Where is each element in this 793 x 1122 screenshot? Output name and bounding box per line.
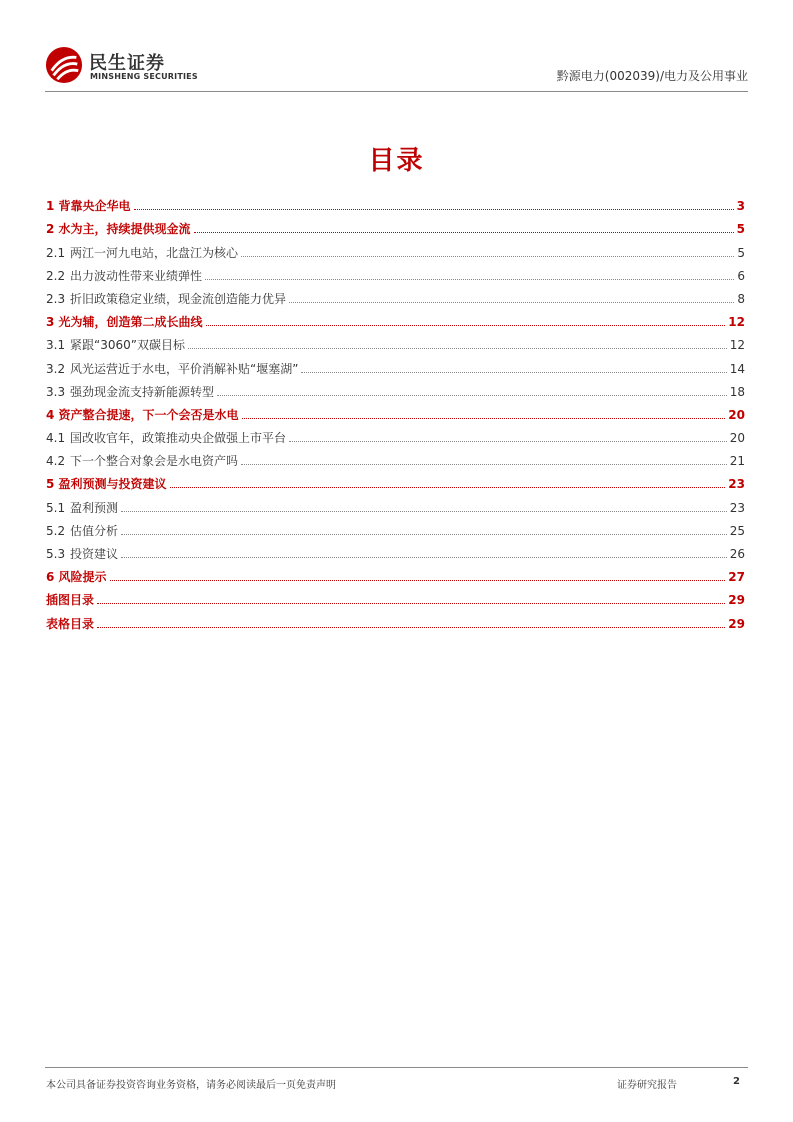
footer-report-type: 证券研究报告 [617,1080,677,1091]
toc-subsection-entry[interactable] [46,260,745,283]
toc-page-number: 23 [729,500,745,515]
toc-dot-leader [170,487,726,488]
toc-entry-label: 1 背靠央企华电 [46,199,131,214]
report-title: 黔源电力(002039)/电力及公用事业 [556,69,748,83]
toc-subsection-entry[interactable] [46,538,745,561]
toc-entry-text: 出力波动性带来业绩弹性 [70,268,203,283]
toc-entry-label [46,524,118,538]
toc-entry-text: 盈利预测 [70,500,119,515]
company-logo [45,44,205,88]
toc-page-number: 29 [728,616,745,631]
toc-entry-label: 3 光为辅，创造第二成长曲线 [46,315,203,330]
toc-entry-label: 4 资产整合提速，下一个会否是水电 [46,407,239,422]
toc-section-entry[interactable] [46,190,745,213]
toc-subsection-entry[interactable] [46,491,745,514]
toc-entry-number: 5.2 [46,523,66,538]
toc-entry-label [46,501,118,515]
toc-page-number: 25 [729,523,745,538]
toc-entry-number: 3.2 [46,361,66,376]
page-number: 2 [733,1076,740,1087]
toc-page-number: 12 [728,315,745,330]
toc-entry-label: 表格目录 [46,616,95,631]
toc-page-number: 26 [729,547,745,561]
toc-dot-leader [121,511,727,512]
toc-dot-leader [206,325,726,326]
toc-entry-number: 3.1 [46,338,66,353]
toc-dot-leader [301,372,726,373]
toc-section-entry[interactable] [46,306,745,329]
toc-entry-text: 两江一河九电站，北盘江为核心 [70,245,239,260]
toc-entry-text: 下一个整合对象会是水电资产吗 [70,454,239,469]
toc-dot-leader [121,534,727,535]
toc-dot-leader [205,279,734,280]
toc-subsection-entry[interactable] [46,329,745,352]
toc-subsection-entry[interactable] [46,376,745,399]
toc-entry-label [46,385,214,399]
toc-section-entry[interactable] [46,213,745,236]
toc-entry-label [46,431,286,445]
toc-entry-number: 2.2 [46,268,66,283]
toc-page-number: 14 [729,361,745,376]
toc-page-number: 23 [728,477,745,492]
toc-dot-leader [110,580,726,581]
toc-dot-leader [134,209,734,210]
toc-subsection-entry[interactable] [46,283,745,306]
toc-entry-number: 2.3 [46,291,66,306]
toc-dot-leader [194,232,734,233]
toc-dot-leader [242,418,726,419]
toc-entry-number: 4.2 [46,454,66,469]
toc-dot-leader [289,302,734,303]
toc-entry-label [46,269,202,283]
toc-page-number: 21 [729,454,745,469]
toc-dot-leader [289,441,727,442]
toc-entry-text: 投资建议 [70,547,119,561]
toc-page-number: 3 [736,199,745,214]
toc-subsection-entry[interactable] [46,236,745,259]
logo-text-en: MINSHENG SECURITIES [90,72,198,81]
toc-subsection-entry[interactable] [46,515,745,538]
minsheng-logo-icon [45,46,83,84]
footer-disclaimer: 本公司具备证券投资咨询业务资格，请务必阅读最后一页免责声明 [46,1080,336,1091]
toc-page-number: 20 [728,407,745,422]
table-of-contents [46,190,745,631]
toc-entry-label [46,338,185,352]
toc-page-number: 5 [737,245,745,260]
toc-section-entry[interactable] [46,468,745,491]
toc-subsection-entry[interactable] [46,422,745,445]
toc-dot-leader [97,627,725,628]
toc-subsection-entry[interactable] [46,445,745,468]
toc-entry-text: 紧跟“3060”双碳目标 [70,338,185,353]
toc-section-entry[interactable] [46,399,745,422]
toc-entry-text: 强劲现金流支持新能源转型 [70,384,215,399]
toc-dot-leader [241,256,734,257]
toc-entry-label: 插图目录 [46,593,95,608]
toc-entry-text: 估值分析 [70,523,119,538]
toc-page-number: 5 [736,222,745,237]
toc-dot-leader [241,464,727,465]
toc-page-number: 18 [729,384,745,399]
toc-subsection-entry[interactable] [46,352,745,375]
toc-entry-label: 2 水为主，持续提供现金流 [46,222,191,237]
toc-section-entry[interactable] [46,561,745,584]
toc-dot-leader [188,348,727,349]
toc-page-number: 6 [737,268,745,283]
toc-entry-label: 5 盈利预测与投资建议 [46,477,167,492]
header-divider [45,91,748,92]
toc-page-number: 20 [729,431,745,446]
toc-entry-number: 4.1 [46,431,66,446]
toc-entry-text: 国改收官年，政策推动央企做强上市平台 [70,431,287,446]
toc-entry-label [46,454,238,468]
toc-page-number: 12 [729,338,745,353]
logo-text-cn: 民生证券 [89,53,165,74]
toc-page-number: 8 [737,291,745,306]
toc-page-number: 29 [728,593,745,608]
toc-entry-label [46,246,238,260]
toc-section-entry[interactable] [46,584,745,607]
toc-dot-leader [97,603,725,604]
toc-entry-number: 5.1 [46,500,66,515]
toc-dot-leader [121,557,727,558]
toc-entry-number: 5.3 [46,547,66,561]
toc-dot-leader [217,395,727,396]
toc-entry-text: 折旧政策稳定业绩，现金流创造能力优异 [70,291,287,306]
page-header [45,44,748,92]
toc-entry-label: 6 风险提示 [46,570,107,585]
toc-entry-number: 3.3 [46,384,66,399]
toc-entry-label [46,362,298,376]
toc-entry-label [46,292,286,306]
toc-entry-label [46,547,118,561]
toc-entry-text: 风光运营近于水电，平价消解补贴“堰塞湖” [70,361,299,376]
toc-page-number: 27 [728,570,745,585]
toc-title: 目录 [368,146,425,176]
toc-entry-number: 2.1 [46,245,66,260]
footer-divider [45,1067,748,1068]
toc-section-entry[interactable] [46,607,745,630]
